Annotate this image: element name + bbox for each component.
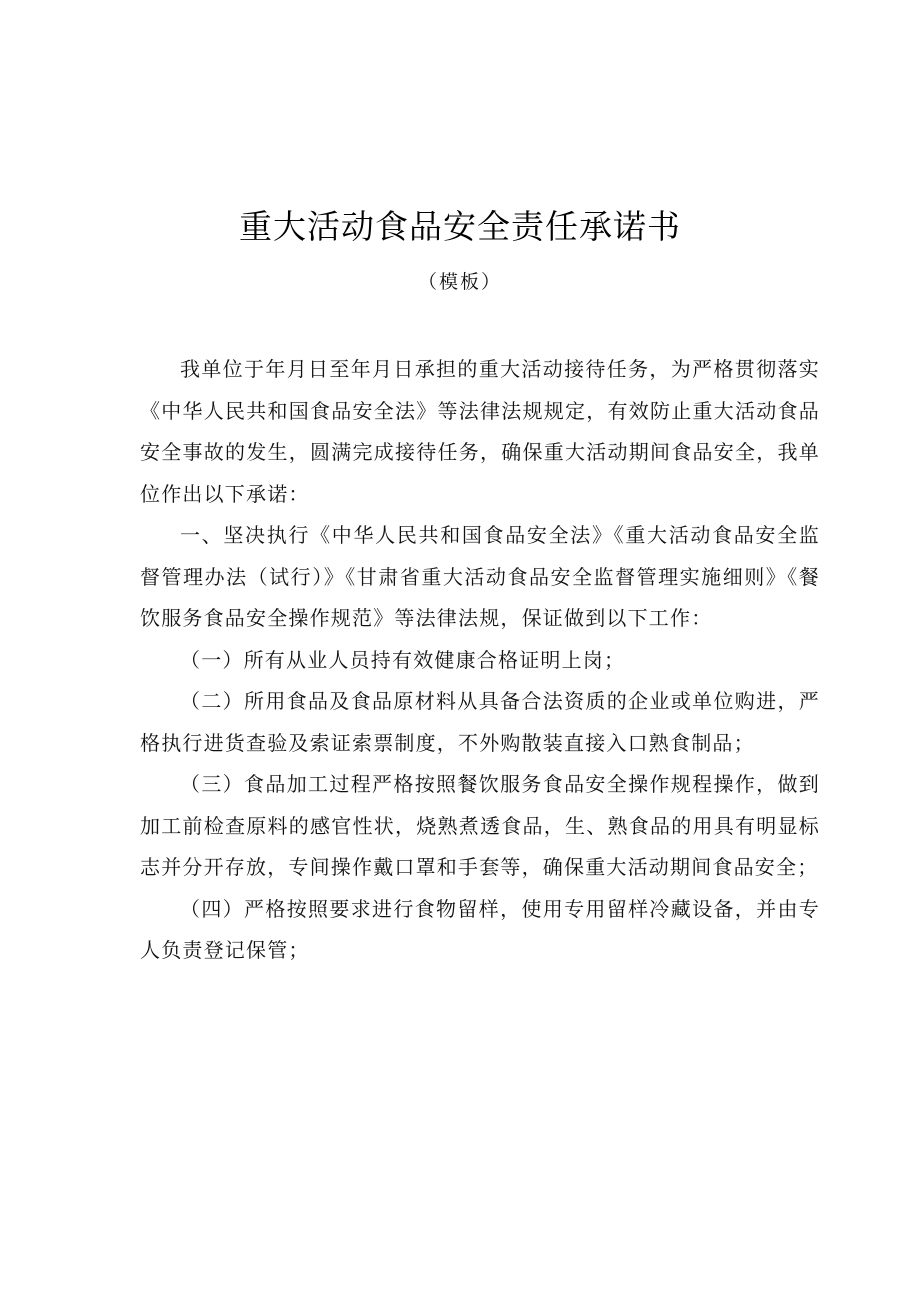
document-title: 重大活动食品安全责任承诺书 <box>239 207 681 246</box>
paragraph-section-one: 一、坚决执行《中华人民共和国食品安全法》《重大活动食品安全监督管理办法（试行）》《甘肃省重大活动食品安全监督管理实施细则》《餐饮服务食品安全操作规范》等法律法规，保证做到以下工作： <box>140 523 820 630</box>
paragraph-item-4: （四）严格按照要求进行食物留样，使用专用留样冷藏设备，并由专人负责登记保管； <box>140 896 820 962</box>
paragraph-intro: 我单位于年月日至年月日承担的重大活动接待任务，为严格贯彻落实《中华人民共和国食品安全法》等法律法规规定，有效防止重大活动食品安全事故的发生，圆满完成接待任务，确保重大活动期间食品安全，我单位作出以下承诺： <box>140 357 820 506</box>
document-subtitle: （模板） <box>417 271 502 293</box>
paragraph-item-2: （二）所用食品及食品原材料从具备合法资质的企业或单位购进，严格执行进货查验及索证索票制度，不外购散装直接入口熟食制品； <box>140 689 820 755</box>
document-body <box>140 349 820 972</box>
paragraph-item-1: （一）所有从业人员持有效健康合格证明上岗； <box>180 647 626 672</box>
paragraph-item-3: （三）食品加工过程严格按照餐饮服务食品安全操作规程操作，做到加工前检查原料的感官性状，烧熟煮透食品，生、熟食品的用具有明显标志并分开存放，专间操作戴口罩和手套等，确保重大活动期间食品安全； <box>140 772 820 879</box>
